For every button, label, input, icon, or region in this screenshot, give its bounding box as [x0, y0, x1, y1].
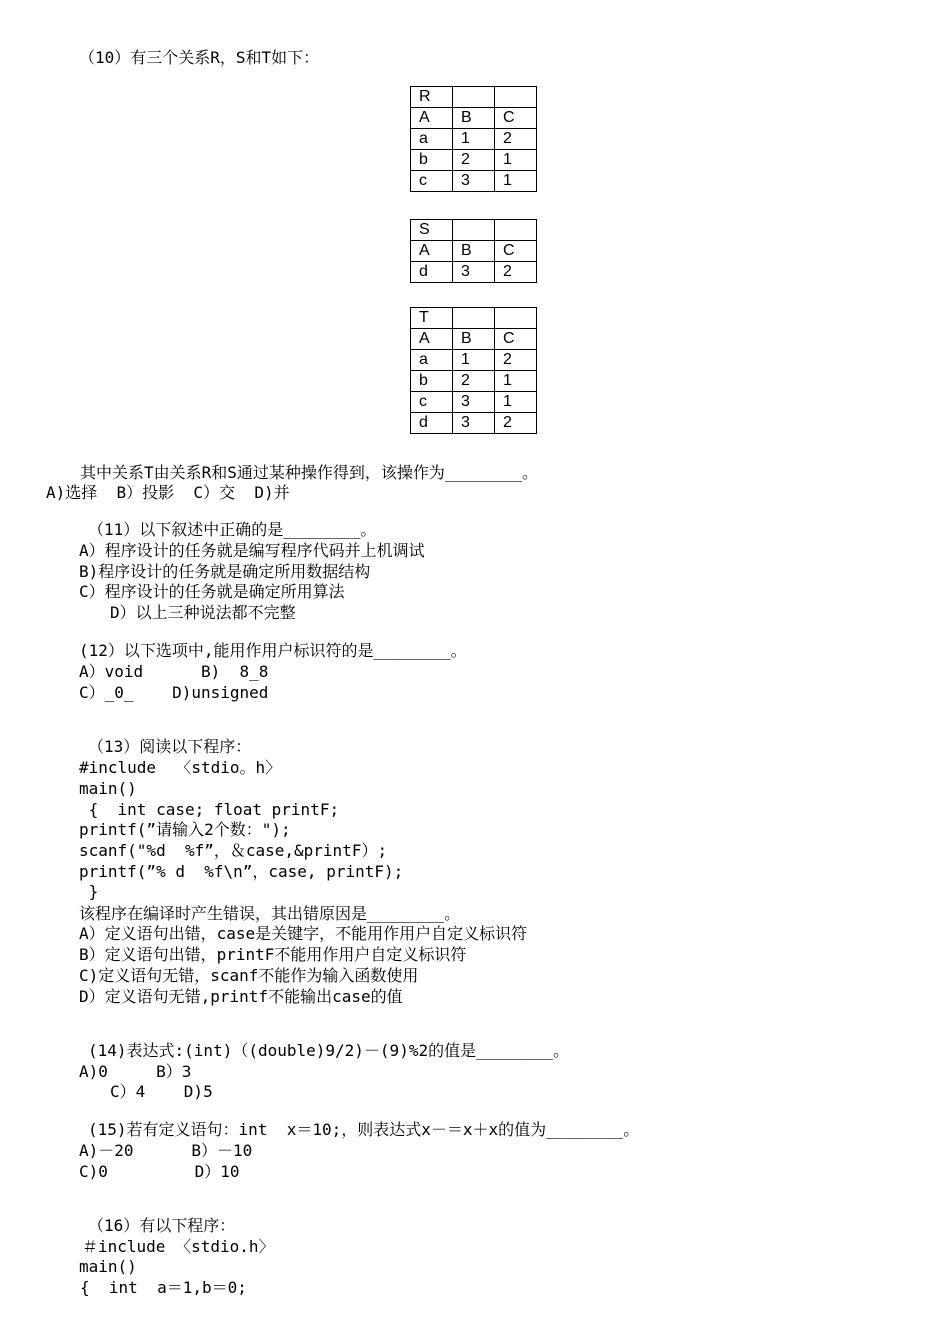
table-cell: c — [411, 392, 453, 413]
table-row — [411, 220, 537, 241]
q15-title: (15)若有定义语句：int x＝10;，则表达式x－＝x＋x的值为________。 — [88, 1120, 640, 1139]
q13-title: （13）阅读以下程序： — [88, 737, 252, 756]
table-row — [411, 392, 537, 413]
table-header-cell: C — [495, 329, 537, 350]
table-name-cell: R — [411, 87, 453, 108]
table-row — [411, 308, 537, 329]
q13-code-line: printf(”% d %f\n”，case, printF); — [79, 862, 404, 881]
q13-text: 该程序在编译时产生错误，其出错原因是________。 — [79, 904, 461, 923]
q16-code-line: ＃include 〈stdio.h〉 — [82, 1237, 275, 1256]
q12-title: (12）以下选项中,能用作用户标识符的是________。 — [79, 641, 467, 660]
q11-title: （11）以下叙述中正确的是________。 — [88, 520, 377, 539]
table-name-cell: S — [411, 220, 453, 241]
q12-options-1: A）void B) 8_8 — [79, 662, 269, 681]
q16-code-line: { int a＝1,b＝0; — [80, 1278, 247, 1297]
table-cell: 3 — [453, 392, 495, 413]
q13-option-c: C)定义语句无错，scanf不能作为输入函数使用 — [79, 966, 419, 985]
table-name-cell: T — [411, 308, 453, 329]
table-cell: 1 — [453, 129, 495, 150]
table-header-cell: C — [495, 241, 537, 262]
table-cell: 3 — [453, 413, 495, 434]
q13-code-line: scanf("%d %f”，＆case,&printF）; — [79, 841, 388, 860]
table-cell: b — [411, 371, 453, 392]
q13-code-line: main() — [79, 779, 137, 798]
table-cell: 2 — [495, 129, 537, 150]
q13-code-line: printf(”请输入2个数："); — [79, 820, 291, 839]
table-row — [411, 150, 537, 171]
table-cell: 3 — [453, 171, 495, 192]
table-row — [411, 262, 537, 283]
q13-code-line: } — [79, 882, 99, 901]
table-row — [411, 108, 537, 129]
q14-options-1: A)0 B）3 — [79, 1062, 192, 1081]
q11-option-b: B)程序设计的任务就是确定所用数据结构 — [79, 562, 371, 581]
q13-code-line: { int case; float printF; — [79, 800, 340, 819]
table-cell: 2 — [495, 350, 537, 371]
q11-option-c: C）程序设计的任务就是确定所用算法 — [79, 582, 345, 601]
table-row — [411, 241, 537, 262]
table-cell: a — [411, 129, 453, 150]
table-cell: d — [411, 413, 453, 434]
table-row — [411, 129, 537, 150]
q13-option-a: A）定义语句出错，case是关键字，不能用作用户自定义标识符 — [79, 924, 528, 943]
table-header-cell: A — [411, 329, 453, 350]
table-cell: 2 — [495, 413, 537, 434]
table-cell: 1 — [495, 150, 537, 171]
table-row — [411, 350, 537, 371]
q10-title: （10）有三个关系R，S和T如下： — [79, 48, 320, 67]
table-row — [411, 413, 537, 434]
table-cell: 1 — [495, 171, 537, 192]
table-cell: c — [411, 171, 453, 192]
table-row — [411, 171, 537, 192]
q11-option-d: D）以上三种说法都不完整 — [110, 603, 296, 622]
table-header-cell: C — [495, 108, 537, 129]
q15-options-2: C)0 D）10 — [79, 1162, 240, 1181]
table-cell: 1 — [495, 392, 537, 413]
table-cell: 2 — [495, 262, 537, 283]
q14-title: (14)表达式:(int)（(double)9/2)－(9)%2的值是________。 — [88, 1041, 570, 1060]
table-cell: 3 — [453, 262, 495, 283]
table-cell: b — [411, 150, 453, 171]
q14-options-2: C）4 D)5 — [110, 1082, 213, 1101]
table-cell: 1 — [453, 350, 495, 371]
table-header-cell: B — [453, 108, 495, 129]
q12-options-2: C）_0_ D)unsigned — [79, 683, 269, 702]
relation-table-t — [410, 307, 537, 434]
table-cell: 1 — [495, 371, 537, 392]
table-cell: 2 — [453, 150, 495, 171]
table-header-cell: A — [411, 241, 453, 262]
q10-text: 其中关系T由关系R和S通过某种操作得到，该操作为________。 — [80, 463, 538, 482]
q13-code-line: #include 〈stdio。h〉 — [79, 758, 282, 777]
q15-options-1: A)－20 B）－10 — [79, 1141, 253, 1160]
table-header-cell: B — [453, 329, 495, 350]
relation-table-s — [410, 219, 537, 283]
q16-code-line: main() — [79, 1257, 137, 1276]
table-header-cell: A — [411, 108, 453, 129]
table-row — [411, 371, 537, 392]
table-cell: a — [411, 350, 453, 371]
table-header-cell: B — [453, 241, 495, 262]
q10-options: A)选择 B）投影 C）交 D)并 — [46, 483, 290, 502]
q11-option-a: A）程序设计的任务就是编写程序代码并上机调试 — [79, 541, 425, 560]
relation-table-r — [410, 86, 537, 192]
table-cell: 2 — [453, 371, 495, 392]
q16-title: （16）有以下程序： — [88, 1216, 236, 1235]
table-row — [411, 329, 537, 350]
table-cell: d — [411, 262, 453, 283]
q13-option-b: B）定义语句出错，printF不能用作用户自定义标识符 — [79, 945, 467, 964]
table-row — [411, 87, 537, 108]
q13-option-d: D）定义语句无错,printf不能输出case的值 — [79, 987, 403, 1006]
